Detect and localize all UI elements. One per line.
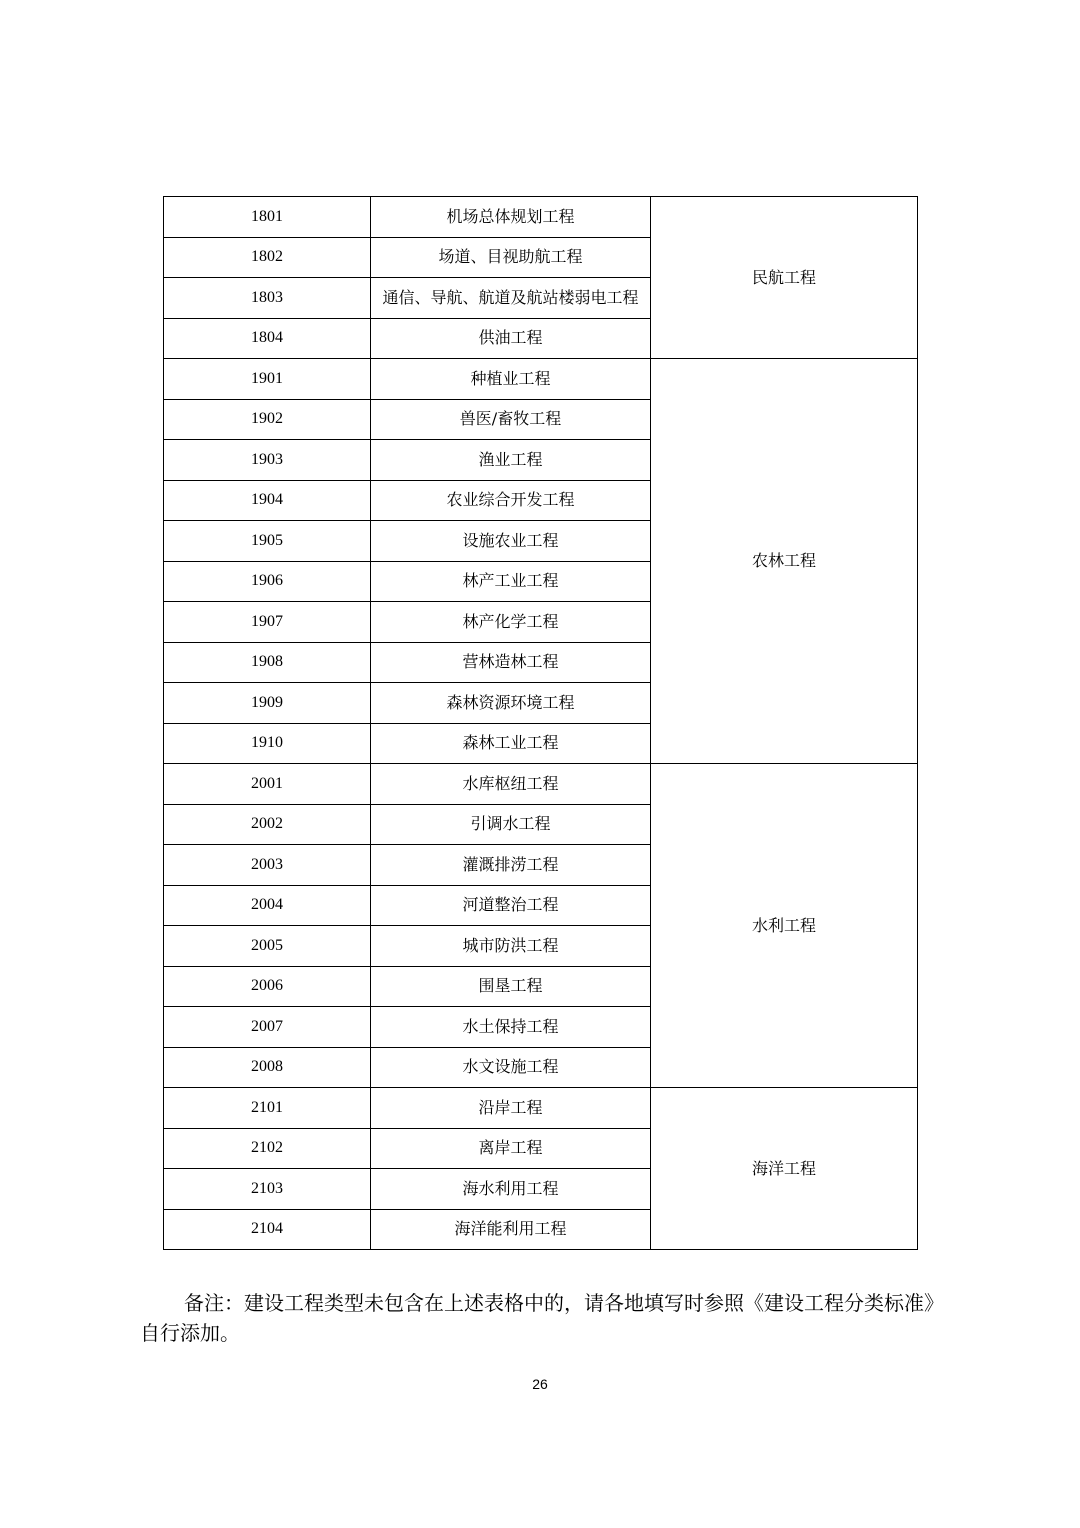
project-code-cell: 2102 (164, 1128, 371, 1169)
project-code-cell: 1902 (164, 399, 371, 440)
project-code-cell: 1905 (164, 521, 371, 562)
project-name-cell: 沿岸工程 (371, 1088, 651, 1129)
table-row (164, 1088, 918, 1129)
table-row (164, 359, 918, 400)
project-code-cell: 1908 (164, 642, 371, 683)
project-name-cell: 兽医/畜牧工程 (371, 399, 651, 440)
project-code-cell: 2104 (164, 1209, 371, 1250)
project-name-cell: 水文设施工程 (371, 1047, 651, 1088)
project-code-cell: 1909 (164, 683, 371, 724)
category-cell: 农林工程 (651, 359, 918, 764)
project-name-cell: 水库枢纽工程 (371, 764, 651, 805)
project-name-cell: 离岸工程 (371, 1128, 651, 1169)
project-name-cell: 供油工程 (371, 318, 651, 359)
table-row (164, 197, 918, 238)
project-name-cell: 机场总体规划工程 (371, 197, 651, 238)
project-name-cell: 林产工业工程 (371, 561, 651, 602)
project-code-cell: 1903 (164, 440, 371, 481)
project-name-cell: 森林工业工程 (371, 723, 651, 764)
project-name-cell: 城市防洪工程 (371, 926, 651, 967)
project-name-cell: 引调水工程 (371, 804, 651, 845)
project-code-cell: 1907 (164, 602, 371, 643)
project-name-cell: 水土保持工程 (371, 1007, 651, 1048)
project-code-cell: 1910 (164, 723, 371, 764)
project-name-cell: 场道、目视助航工程 (371, 237, 651, 278)
project-name-cell: 林产化学工程 (371, 602, 651, 643)
project-code-cell: 2003 (164, 845, 371, 886)
category-cell: 民航工程 (651, 197, 918, 359)
project-code-cell: 1906 (164, 561, 371, 602)
table-row (164, 764, 918, 805)
project-code-cell: 1804 (164, 318, 371, 359)
project-name-cell: 营林造林工程 (371, 642, 651, 683)
project-name-cell: 海水利用工程 (371, 1169, 651, 1210)
project-code-cell: 2006 (164, 966, 371, 1007)
project-name-cell: 森林资源环境工程 (371, 683, 651, 724)
category-cell: 水利工程 (651, 764, 918, 1088)
project-code-cell: 2002 (164, 804, 371, 845)
table-body (164, 197, 918, 1250)
project-code-cell: 1904 (164, 480, 371, 521)
project-name-cell: 围垦工程 (371, 966, 651, 1007)
project-code-cell: 2101 (164, 1088, 371, 1129)
project-code-cell: 1901 (164, 359, 371, 400)
category-cell: 海洋工程 (651, 1088, 918, 1250)
project-name-cell: 种植业工程 (371, 359, 651, 400)
project-code-cell: 2004 (164, 885, 371, 926)
project-code-cell: 2103 (164, 1169, 371, 1210)
project-code-cell: 2008 (164, 1047, 371, 1088)
project-code-cell: 2007 (164, 1007, 371, 1048)
remark-note: 备注：建设工程类型未包含在上述表格中的，请各地填写时参照《建设工程分类标准》自行添加。 (140, 1291, 944, 1345)
project-name-cell: 河道整治工程 (371, 885, 651, 926)
project-code-cell: 1802 (164, 237, 371, 278)
project-name-cell: 通信、导航、航道及航站楼弱电工程 (371, 278, 651, 319)
engineering-classification-table (163, 196, 918, 1250)
project-name-cell: 海洋能利用工程 (371, 1209, 651, 1250)
project-code-cell: 1803 (164, 278, 371, 319)
project-name-cell: 设施农业工程 (371, 521, 651, 562)
project-code-cell: 1801 (164, 197, 371, 238)
project-code-cell: 2005 (164, 926, 371, 967)
project-code-cell: 2001 (164, 764, 371, 805)
project-name-cell: 农业综合开发工程 (371, 480, 651, 521)
project-name-cell: 灌溉排涝工程 (371, 845, 651, 886)
project-name-cell: 渔业工程 (371, 440, 651, 481)
page-number: 26 (532, 1376, 548, 1392)
